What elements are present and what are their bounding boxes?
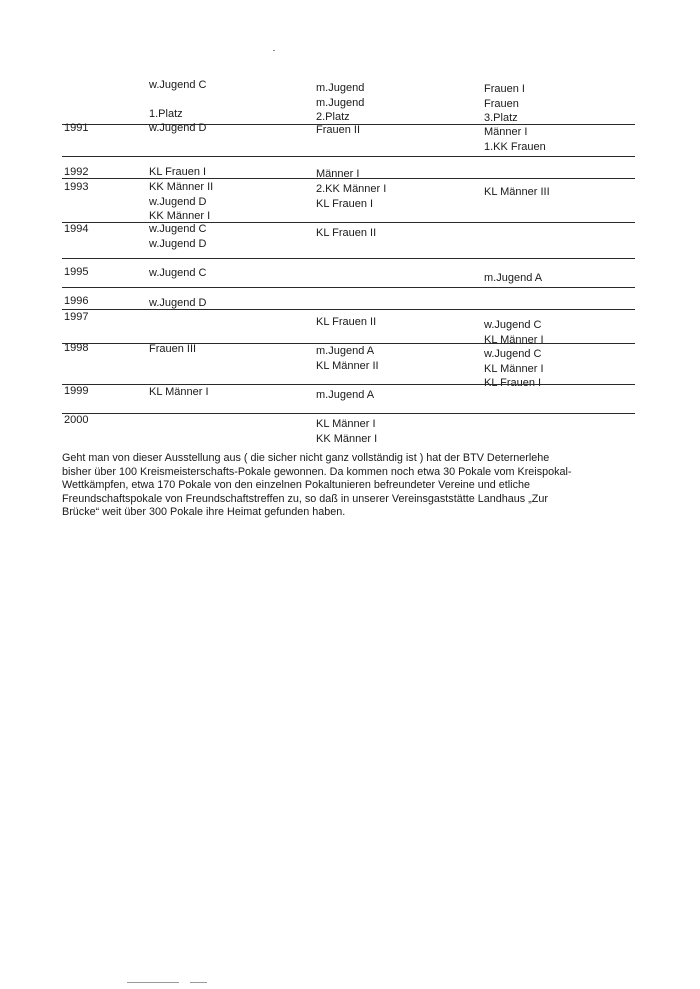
cell-top-col1 xyxy=(149,78,206,122)
cell-line: w.Jugend D xyxy=(149,122,207,134)
cell-col2 xyxy=(316,388,374,403)
cell-line: m.Jugend A xyxy=(316,389,375,401)
cell-line: KL Frauen I xyxy=(149,166,207,178)
paragraph-line: Wettkämpfen, etwa 170 Pokale von den einzelnen Pokaltunieren befreundeter Vereine und etliche xyxy=(62,479,530,491)
cell-col2 xyxy=(316,226,376,241)
scan-speck xyxy=(273,50,275,51)
cell-line: KL Männer I xyxy=(484,333,544,346)
cell-line: m.Jugend A xyxy=(316,345,375,357)
cell-line: KL Frauen I xyxy=(316,197,374,210)
cell-line: w.Jugend D xyxy=(149,297,207,309)
cell-col1 xyxy=(149,385,209,400)
scan-footer-mark xyxy=(127,982,179,983)
cell-col2 xyxy=(316,182,386,211)
cell-line: KK Männer I xyxy=(149,210,211,222)
cell-line: w.Jugend C xyxy=(484,348,542,360)
cell-col1 xyxy=(149,266,206,281)
cell-line: KK Männer II xyxy=(149,181,214,193)
cell-line: m.Jugend xyxy=(316,82,365,94)
year-label: 1994 xyxy=(64,223,89,235)
cell-line: w.Jugend D xyxy=(149,237,207,250)
cell-line: KK Männer I xyxy=(316,432,378,445)
cell-line: 1.Platz xyxy=(149,108,183,120)
cell-line: KL Frauen II xyxy=(316,316,377,328)
cell-col1 xyxy=(149,222,206,251)
cell-line: w.Jugend C xyxy=(149,79,207,91)
year-label: 1991 xyxy=(64,122,89,134)
cell-line: KL Männer I xyxy=(149,386,209,398)
cell-line: KL Männer I xyxy=(316,418,376,430)
cell-line: KL Frauen I xyxy=(484,377,542,389)
cell-line: Frauen xyxy=(484,97,519,110)
cell-line: KL Männer III xyxy=(484,186,550,198)
cell-line: 1.KK Frauen xyxy=(484,140,546,153)
year-label: 2000 xyxy=(64,414,89,426)
cell-line: w.Jugend C xyxy=(149,267,207,279)
year-label: 1999 xyxy=(64,385,89,397)
cell-col2 xyxy=(316,344,379,373)
year-label: 1997 xyxy=(64,311,89,323)
cell-col1 xyxy=(149,180,213,224)
year-label: 1993 xyxy=(64,181,89,193)
cell-col2 xyxy=(316,315,376,330)
cell-top-col2 xyxy=(316,81,364,125)
paragraph-line: Freundschaftspokale von Freundschaftstreffen zu, so daß in unserer Vereinsgaststätte Landhaus „Zur xyxy=(62,492,548,505)
row-divider xyxy=(62,287,635,288)
cell-col2 xyxy=(316,167,359,182)
row-divider xyxy=(62,309,635,310)
row-divider xyxy=(62,413,635,414)
row-divider xyxy=(62,384,635,385)
year-label: 1996 xyxy=(64,295,89,307)
cell-col2 xyxy=(316,417,377,446)
cell-line: 2.Platz xyxy=(316,111,350,123)
paragraph-line: Brücke“ weit über 300 Pokale ihre Heimat gefunden haben. xyxy=(62,506,346,518)
cell-line: KL Frauen II xyxy=(316,227,377,239)
cell-line: Frauen II xyxy=(316,124,361,136)
scan-footer-mark xyxy=(190,982,207,983)
row-divider xyxy=(62,258,635,259)
cell-col2 xyxy=(316,123,360,138)
cell-line: KL Männer I xyxy=(484,362,544,375)
cell-line xyxy=(149,93,206,108)
cell-col1 xyxy=(149,342,196,357)
cell-line: m.Jugend A xyxy=(484,272,543,284)
cell-line: KL Männer II xyxy=(316,359,379,372)
paragraph-line: bisher über 100 Kreismeisterschafts-Pokale gewonnen. Da kommen noch etwa 30 Pokale vom Kreispokal- xyxy=(62,465,572,478)
cell-line: Männer I xyxy=(484,126,528,138)
cell-top-col3 xyxy=(484,82,525,126)
cell-line: Frauen I xyxy=(484,83,525,95)
year-label: 1995 xyxy=(64,266,89,278)
cell-line: w.Jugend C xyxy=(149,223,207,235)
cell-line: w.Jugend D xyxy=(149,195,207,208)
cell-col3 xyxy=(484,185,550,200)
row-divider xyxy=(62,178,635,179)
cell-line: 2.KK Männer I xyxy=(316,183,387,195)
row-divider xyxy=(62,222,635,223)
year-label: 1992 xyxy=(64,166,89,178)
year-label: 1998 xyxy=(64,342,89,354)
cell-line: w.Jugend C xyxy=(484,319,542,331)
cell-col3 xyxy=(484,125,546,154)
cell-line: Frauen III xyxy=(149,343,197,355)
summary-paragraph xyxy=(62,452,637,520)
cell-col3 xyxy=(484,271,542,286)
row-divider xyxy=(62,156,635,157)
cell-line: 3.Platz xyxy=(484,112,518,124)
paragraph-line: Geht man von dieser Ausstellung aus ( die sicher nicht ganz vollständig ist ) hat der BTV Deternerlehe xyxy=(62,452,550,464)
cell-line: m.Jugend xyxy=(316,96,365,109)
cell-line: Männer I xyxy=(316,168,360,180)
cell-col1 xyxy=(149,121,206,136)
